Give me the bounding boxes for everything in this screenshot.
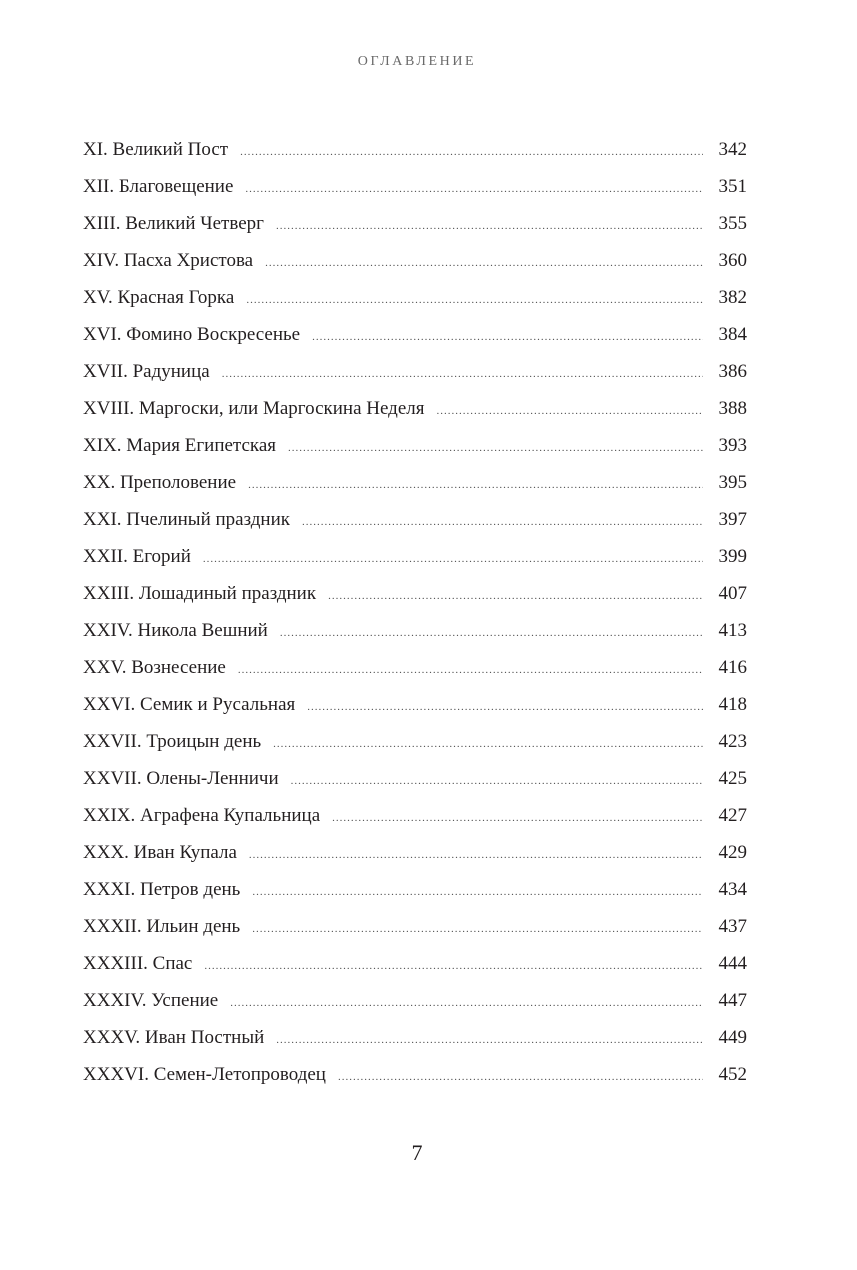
toc-entry[interactable] bbox=[83, 764, 747, 801]
toc-entry[interactable] bbox=[83, 320, 747, 357]
toc-leader-dots bbox=[238, 655, 703, 685]
toc-entry-page: 449 bbox=[718, 1027, 747, 1048]
toc-entry[interactable] bbox=[83, 579, 747, 616]
toc-entry-title: XXIII. Лошадиный праздник bbox=[83, 583, 317, 604]
toc-entry[interactable] bbox=[83, 135, 747, 172]
toc-leader-dots bbox=[332, 803, 703, 833]
toc-leader-dots bbox=[280, 618, 703, 648]
toc-entry-title: XX. Преполовение bbox=[83, 472, 237, 493]
toc-entry-page: 413 bbox=[718, 620, 747, 641]
toc-entry-title: XIII. Великий Четверг bbox=[83, 213, 264, 234]
toc-entry[interactable] bbox=[83, 949, 747, 986]
toc-entry-title: XVIII. Маргоски, или Маргоскина Неделя bbox=[83, 398, 425, 419]
toc-leader-dots bbox=[204, 951, 703, 981]
toc-entry-page: 437 bbox=[718, 916, 747, 937]
toc-entry-title: XIX. Мария Египетская bbox=[83, 435, 277, 456]
toc-entry-page: 360 bbox=[718, 250, 747, 271]
toc-leader-dots bbox=[307, 692, 703, 722]
toc-entry[interactable] bbox=[83, 653, 747, 690]
toc-entry[interactable] bbox=[83, 394, 747, 431]
toc-entry-page: 418 bbox=[718, 694, 747, 715]
toc-leader-dots bbox=[230, 988, 703, 1018]
toc-entry[interactable] bbox=[83, 912, 747, 949]
toc-entry-page: 342 bbox=[718, 139, 747, 160]
toc-entry-title: XXXVI. Семен-Летопроводец bbox=[83, 1064, 326, 1085]
page-number: 7 bbox=[411, 1140, 423, 1165]
toc-leader-dots bbox=[240, 137, 703, 167]
toc-entry[interactable] bbox=[83, 986, 747, 1023]
toc-entry-title: XXVII. Олены-Ленничи bbox=[83, 768, 279, 789]
toc-entry[interactable] bbox=[83, 727, 747, 764]
toc-entry[interactable] bbox=[83, 1060, 747, 1097]
toc-entry-page: 384 bbox=[718, 324, 747, 345]
toc-entry[interactable] bbox=[83, 172, 747, 209]
toc-leader-dots bbox=[246, 285, 703, 315]
toc-leader-dots bbox=[328, 581, 703, 611]
toc-entry[interactable] bbox=[83, 616, 747, 653]
toc-entry-page: 355 bbox=[718, 213, 747, 234]
toc-entry-page: 351 bbox=[718, 176, 747, 197]
toc-leader-dots bbox=[252, 877, 703, 907]
toc-entry-title: XVI. Фомино Воскресенье bbox=[83, 324, 301, 345]
toc-entry[interactable] bbox=[83, 838, 747, 875]
toc-entry[interactable] bbox=[83, 246, 747, 283]
toc-entry[interactable] bbox=[83, 690, 747, 727]
toc-entry-page: 382 bbox=[718, 287, 747, 308]
toc-leader-dots bbox=[265, 248, 703, 278]
toc-entry-page: 434 bbox=[718, 879, 747, 900]
toc-entry[interactable] bbox=[83, 801, 747, 838]
toc-entry-title: XII. Благовещение bbox=[83, 176, 234, 197]
toc-leader-dots bbox=[302, 507, 703, 537]
toc-entry-page: 447 bbox=[718, 990, 747, 1011]
toc-entry-title: XXV. Вознесение bbox=[83, 657, 226, 678]
toc-entry-page: 444 bbox=[718, 953, 747, 974]
toc-leader-dots bbox=[338, 1062, 703, 1092]
toc-entry-title: XV. Красная Горка bbox=[83, 287, 235, 308]
toc-leader-dots bbox=[436, 396, 703, 426]
toc-entry-title: XIV. Пасха Христова bbox=[83, 250, 254, 271]
toc-entry-page: 427 bbox=[718, 805, 747, 826]
toc-leader-dots bbox=[248, 470, 703, 500]
table-of-contents bbox=[83, 135, 747, 1097]
toc-entry[interactable] bbox=[83, 542, 747, 579]
toc-leader-dots bbox=[252, 914, 703, 944]
toc-leader-dots bbox=[249, 840, 703, 870]
toc-leader-dots bbox=[276, 211, 703, 241]
toc-entry-title: XXXII. Ильин день bbox=[83, 916, 241, 937]
toc-entry-page: 452 bbox=[718, 1064, 747, 1085]
toc-leader-dots bbox=[203, 544, 703, 574]
toc-entry-page: 425 bbox=[718, 768, 747, 789]
toc-entry-title: XXXV. Иван Постный bbox=[83, 1027, 265, 1048]
toc-entry[interactable] bbox=[83, 209, 747, 246]
toc-leader-dots bbox=[276, 1025, 703, 1055]
toc-entry-page: 393 bbox=[718, 435, 747, 456]
toc-entry-page: 429 bbox=[718, 842, 747, 863]
toc-entry-title: XXVI. Семик и Русальная bbox=[83, 694, 296, 715]
toc-leader-dots bbox=[288, 433, 703, 463]
toc-entry-title: XXXIV. Успение bbox=[83, 990, 219, 1011]
toc-leader-dots bbox=[273, 729, 703, 759]
toc-entry-title: XXI. Пчелиный праздник bbox=[83, 509, 290, 530]
toc-entry-title: XXII. Егорий bbox=[83, 546, 191, 567]
toc-entry-page: 399 bbox=[718, 546, 747, 567]
toc-entry-page: 407 bbox=[718, 583, 747, 604]
toc-entry-page: 386 bbox=[718, 361, 747, 382]
toc-entry-title: XXIX. Аграфена Купальница bbox=[83, 805, 321, 826]
toc-entry[interactable] bbox=[83, 283, 747, 320]
toc-entry-page: 416 bbox=[718, 657, 747, 678]
running-header: ОГЛАВЛЕНИЕ bbox=[357, 54, 477, 69]
toc-entry-page: 388 bbox=[718, 398, 747, 419]
toc-entry[interactable] bbox=[83, 1023, 747, 1060]
toc-entry-page: 395 bbox=[718, 472, 747, 493]
toc-entry-title: XXX. Иван Купала bbox=[83, 842, 237, 863]
toc-entry-title: XVII. Радуница bbox=[83, 361, 210, 382]
toc-entry[interactable] bbox=[83, 468, 747, 505]
toc-entry-title: XXXIII. Спас bbox=[83, 953, 193, 974]
toc-entry-title: XXXI. Петров день bbox=[83, 879, 241, 900]
toc-leader-dots bbox=[312, 322, 703, 352]
toc-entry[interactable] bbox=[83, 505, 747, 542]
toc-leader-dots bbox=[291, 766, 703, 796]
toc-entry[interactable] bbox=[83, 431, 747, 468]
toc-entry[interactable] bbox=[83, 357, 747, 394]
toc-entry-title: XI. Великий Пост bbox=[83, 139, 229, 160]
toc-entry-title: XXIV. Никола Вешний bbox=[83, 620, 268, 641]
toc-entry[interactable] bbox=[83, 875, 747, 912]
toc-entry-title: XXVII. Троицын день bbox=[83, 731, 262, 752]
toc-entry-page: 397 bbox=[718, 509, 747, 530]
toc-leader-dots bbox=[222, 359, 703, 389]
toc-leader-dots bbox=[245, 174, 703, 204]
toc-entry-page: 423 bbox=[718, 731, 747, 752]
